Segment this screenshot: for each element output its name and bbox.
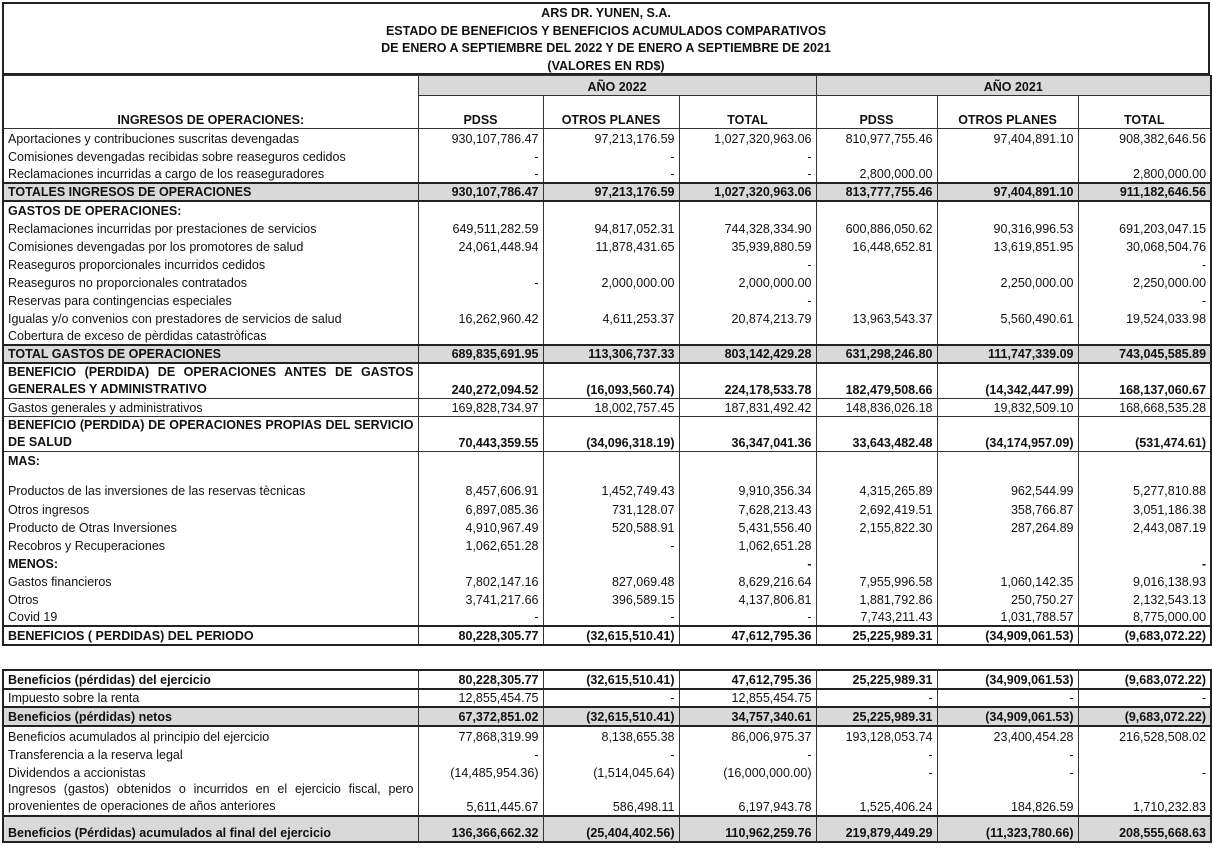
statement-header xyxy=(2,2,1210,75)
value-pdss-2022 xyxy=(418,291,543,309)
value-pdss-2021: 25,225,989.31 xyxy=(816,670,937,689)
value-total-2022 xyxy=(679,201,816,219)
value-pdss-2022: - xyxy=(418,745,543,763)
value-otros-planes-2022: - xyxy=(543,745,679,763)
row-label: Producto de Otras Inversiones xyxy=(3,518,418,536)
value-total-2022: 9,910,356.34 xyxy=(679,469,816,499)
year-header-row xyxy=(3,76,1211,96)
income-statement-table xyxy=(2,75,1212,646)
row-label: BENEFICIOS ( PERDIDAS) DEL PERIODO xyxy=(3,626,418,645)
value-total-2021: 9,016,138.93 xyxy=(1078,572,1211,590)
value-pdss-2022: 24,061,448.94 xyxy=(418,237,543,255)
value-total-2021 xyxy=(1078,201,1211,219)
value-total-2021: 2,800,000.00 xyxy=(1078,165,1211,183)
value-pdss-2021 xyxy=(816,291,937,309)
value-otros-planes-2022: - xyxy=(543,536,679,554)
value-otros-planes-2022 xyxy=(543,255,679,273)
value-pdss-2022: 4,910,967.49 xyxy=(418,518,543,536)
value-otros-planes-2021: (14,342,447.99) xyxy=(937,363,1078,399)
row-label: Reaseguros no proporcionales contratados xyxy=(3,273,418,291)
value-pdss-2021: 219,879,449.29 xyxy=(816,816,937,842)
accumulated-row xyxy=(3,816,1211,842)
row-label: Gastos generales y administrativos xyxy=(3,398,418,416)
value-pdss-2021: 13,963,543.37 xyxy=(816,309,937,327)
value-pdss-2021 xyxy=(816,255,937,273)
value-otros-planes-2022: 18,002,757.45 xyxy=(543,398,679,416)
value-otros-planes-2022: 11,878,431.65 xyxy=(543,237,679,255)
value-otros-planes-2022: 520,588.91 xyxy=(543,518,679,536)
value-pdss-2022: 689,835,691.95 xyxy=(418,345,543,363)
value-pdss-2022: 80,228,305.77 xyxy=(418,670,543,689)
statement-row xyxy=(3,309,1211,327)
value-total-2022: 1,027,320,963.06 xyxy=(679,183,816,201)
row-label: Gastos financieros xyxy=(3,572,418,590)
value-otros-planes-2021: - xyxy=(937,689,1078,707)
value-total-2021: (531,474.61) xyxy=(1078,416,1211,451)
value-otros-planes-2021: - xyxy=(937,745,1078,763)
value-total-2021: - xyxy=(1078,291,1211,309)
accumulated-row xyxy=(3,726,1211,745)
row-label: Transferencia a la reserva legal xyxy=(3,745,418,763)
row-label: GASTOS DE OPERACIONES: xyxy=(3,201,418,219)
value-pdss-2021 xyxy=(816,536,937,554)
value-otros-planes-2021 xyxy=(937,201,1078,219)
value-pdss-2021: 813,777,755.46 xyxy=(816,183,937,201)
value-pdss-2021: 2,800,000.00 xyxy=(816,165,937,183)
value-total-2022 xyxy=(679,327,816,345)
col-pdss-2021: PDSS xyxy=(816,96,937,129)
value-total-2022: - xyxy=(679,554,816,572)
row-label: Beneficios (Pérdidas) acumulados al final del ejercicio xyxy=(3,816,418,842)
statement-title: ESTADO DE BENEFICIOS Y BENEFICIOS ACUMULADOS COMPARATIVOS xyxy=(385,23,827,38)
value-pdss-2021: - xyxy=(816,689,937,707)
value-total-2022: 4,137,806.81 xyxy=(679,590,816,608)
value-pdss-2021: 25,225,989.31 xyxy=(816,626,937,645)
value-otros-planes-2022: 827,069.48 xyxy=(543,572,679,590)
col-otros-2022: OTROS PLANES xyxy=(543,96,679,129)
value-pdss-2021: - xyxy=(816,763,937,781)
value-pdss-2022: 136,366,662.32 xyxy=(418,816,543,842)
statement-row xyxy=(3,129,1211,147)
value-otros-planes-2022: - xyxy=(543,165,679,183)
value-total-2021: 1,710,232.83 xyxy=(1078,781,1211,816)
value-pdss-2022: 1,062,651.28 xyxy=(418,536,543,554)
value-otros-planes-2021: 1,031,788.57 xyxy=(937,608,1078,626)
value-total-2021: 691,203,047.15 xyxy=(1078,219,1211,237)
value-otros-planes-2022: - xyxy=(543,689,679,707)
value-otros-planes-2022: 97,213,176.59 xyxy=(543,129,679,147)
value-pdss-2021 xyxy=(816,147,937,165)
value-otros-planes-2022: (32,615,510.41) xyxy=(543,707,679,726)
statement-row xyxy=(3,255,1211,273)
value-otros-planes-2022 xyxy=(543,201,679,219)
value-pdss-2021: 193,128,053.74 xyxy=(816,726,937,745)
value-otros-planes-2021: 250,750.27 xyxy=(937,590,1078,608)
statement-row xyxy=(3,165,1211,183)
accumulated-row xyxy=(3,689,1211,707)
row-label: Reaseguros proporcionales incurridos cedidos xyxy=(3,255,418,273)
value-total-2022: 744,328,334.90 xyxy=(679,219,816,237)
statement-row xyxy=(3,398,1211,416)
statement-period: DE ENERO A SEPTIEMBRE DEL 2022 Y DE ENERO A SEPTIEMBRE DE 2021 xyxy=(381,41,831,55)
statement-row xyxy=(3,345,1211,363)
value-otros-planes-2021 xyxy=(937,291,1078,309)
section-label: INGRESOS DE OPERACIONES: xyxy=(3,96,418,129)
value-pdss-2022: 70,443,359.55 xyxy=(418,416,543,451)
value-otros-planes-2021 xyxy=(937,255,1078,273)
statement-row xyxy=(3,518,1211,536)
value-pdss-2022: 16,262,960.42 xyxy=(418,309,543,327)
value-otros-planes-2022: 2,000,000.00 xyxy=(543,273,679,291)
statement-units: (VALORES EN RD$) xyxy=(547,58,665,73)
value-total-2022: 8,629,216.64 xyxy=(679,572,816,590)
value-pdss-2021: 2,155,822.30 xyxy=(816,518,937,536)
row-label: Otros ingresos xyxy=(3,499,418,518)
value-pdss-2022: - xyxy=(418,165,543,183)
statement-row xyxy=(3,590,1211,608)
value-pdss-2021: 7,955,996.58 xyxy=(816,572,937,590)
value-total-2021: 8,775,000.00 xyxy=(1078,608,1211,626)
value-total-2021: 30,068,504.76 xyxy=(1078,237,1211,255)
value-otros-planes-2021: 5,560,490.61 xyxy=(937,309,1078,327)
value-pdss-2022: 930,107,786.47 xyxy=(418,129,543,147)
value-total-2021: 2,443,087.19 xyxy=(1078,518,1211,536)
value-otros-planes-2022: - xyxy=(543,608,679,626)
value-pdss-2022 xyxy=(418,554,543,572)
value-total-2022: 35,939,880.59 xyxy=(679,237,816,255)
value-pdss-2021 xyxy=(816,327,937,345)
value-pdss-2021: 631,298,246.80 xyxy=(816,345,937,363)
value-total-2022: - xyxy=(679,255,816,273)
value-pdss-2021: 25,225,989.31 xyxy=(816,707,937,726)
value-pdss-2021 xyxy=(816,554,937,572)
value-total-2021: 168,668,535.28 xyxy=(1078,398,1211,416)
value-otros-planes-2021: 90,316,996.53 xyxy=(937,219,1078,237)
statement-row xyxy=(3,451,1211,469)
value-otros-planes-2021: 97,404,891.10 xyxy=(937,129,1078,147)
value-otros-planes-2021: 111,747,339.09 xyxy=(937,345,1078,363)
value-total-2022: 6,197,943.78 xyxy=(679,781,816,816)
statement-row xyxy=(3,237,1211,255)
value-otros-planes-2022: 113,306,737.33 xyxy=(543,345,679,363)
row-label: MAS: xyxy=(3,451,418,469)
value-total-2022: 36,347,041.36 xyxy=(679,416,816,451)
value-total-2022: 224,178,533.78 xyxy=(679,363,816,399)
value-pdss-2021: 600,886,050.62 xyxy=(816,219,937,237)
value-otros-planes-2022 xyxy=(543,554,679,572)
value-otros-planes-2022: (25,404,402.56) xyxy=(543,816,679,842)
value-total-2021: (9,683,072.22) xyxy=(1078,707,1211,726)
row-label: Dividendos a accionistas xyxy=(3,763,418,781)
value-total-2021 xyxy=(1078,327,1211,345)
row-label: Beneficios (pérdidas) netos xyxy=(3,707,418,726)
value-otros-planes-2022 xyxy=(543,291,679,309)
value-total-2021: 19,524,033.98 xyxy=(1078,309,1211,327)
column-header-row xyxy=(3,96,1211,129)
value-total-2021: 216,528,508.02 xyxy=(1078,726,1211,745)
statement-row xyxy=(3,416,1211,451)
year-2021-header: AÑO 2021 xyxy=(816,76,1211,96)
value-total-2022: 1,062,651.28 xyxy=(679,536,816,554)
row-label: Impuesto sobre la renta xyxy=(3,689,418,707)
value-pdss-2021: 148,836,026.18 xyxy=(816,398,937,416)
row-label: Covid 19 xyxy=(3,608,418,626)
statement-row xyxy=(3,201,1211,219)
row-label: Productos de las inversiones de las reservas tècnicas xyxy=(3,469,418,499)
value-total-2021: 2,132,543.13 xyxy=(1078,590,1211,608)
value-otros-planes-2021: 2,250,000.00 xyxy=(937,273,1078,291)
value-otros-planes-2022: 94,817,052.31 xyxy=(543,219,679,237)
accumulated-row xyxy=(3,763,1211,781)
col-pdss-2022: PDSS xyxy=(418,96,543,129)
value-total-2021: (9,683,072.22) xyxy=(1078,670,1211,689)
value-otros-planes-2021: 184,826.59 xyxy=(937,781,1078,816)
row-label: Comisiones devengadas recibidas sobre reaseguros cedidos xyxy=(3,147,418,165)
row-label: Beneficios acumulados al principio del ejercicio xyxy=(3,726,418,745)
value-pdss-2022: 6,897,085.36 xyxy=(418,499,543,518)
value-pdss-2021: 7,743,211.43 xyxy=(816,608,937,626)
value-pdss-2022: - xyxy=(418,273,543,291)
value-pdss-2021: 182,479,508.66 xyxy=(816,363,937,399)
value-pdss-2022: 80,228,305.77 xyxy=(418,626,543,645)
value-pdss-2022: 3,741,217.66 xyxy=(418,590,543,608)
value-total-2022 xyxy=(679,451,816,469)
row-label: BENEFICIO (PERDIDA) DE OPERACIONES PROPIAS DEL SERVICIO DE SALUD xyxy=(3,416,418,451)
value-total-2021: 908,382,646.56 xyxy=(1078,129,1211,147)
row-label: Cobertura de exceso de pèrdidas catastròficas xyxy=(3,327,418,345)
statement-row xyxy=(3,608,1211,626)
value-total-2022: 12,855,454.75 xyxy=(679,689,816,707)
value-pdss-2021: 2,692,419.51 xyxy=(816,499,937,518)
statement-row xyxy=(3,273,1211,291)
value-otros-planes-2022: (34,096,318.19) xyxy=(543,416,679,451)
value-otros-planes-2021: (34,909,061.53) xyxy=(937,670,1078,689)
value-pdss-2022: 12,855,454.75 xyxy=(418,689,543,707)
row-label: Comisiones devengadas por los promotores de salud xyxy=(3,237,418,255)
col-total-2022: TOTAL xyxy=(679,96,816,129)
value-total-2021 xyxy=(1078,451,1211,469)
value-total-2022: 7,628,213.43 xyxy=(679,499,816,518)
value-total-2021: - xyxy=(1078,554,1211,572)
value-otros-planes-2021 xyxy=(937,451,1078,469)
value-pdss-2021: 1,525,406.24 xyxy=(816,781,937,816)
value-otros-planes-2021: (11,323,780.66) xyxy=(937,816,1078,842)
value-total-2021: (9,683,072.22) xyxy=(1078,626,1211,645)
value-otros-planes-2022: - xyxy=(543,147,679,165)
value-total-2022: 47,612,795.36 xyxy=(679,626,816,645)
value-total-2022: 1,027,320,963.06 xyxy=(679,129,816,147)
value-pdss-2022: 5,611,445.67 xyxy=(418,781,543,816)
accumulated-profits-table xyxy=(2,669,1212,843)
value-pdss-2022: - xyxy=(418,608,543,626)
value-total-2022: - xyxy=(679,165,816,183)
row-label: Reservas para contingencias especiales xyxy=(3,291,418,309)
value-pdss-2022: 240,272,094.52 xyxy=(418,363,543,399)
value-total-2022: 86,006,975.37 xyxy=(679,726,816,745)
value-total-2022: 187,831,492.42 xyxy=(679,398,816,416)
value-otros-planes-2022: 1,452,749.43 xyxy=(543,469,679,499)
value-otros-planes-2021: 1,060,142.35 xyxy=(937,572,1078,590)
value-otros-planes-2021: 358,766.87 xyxy=(937,499,1078,518)
value-pdss-2022: (14,485,954.36) xyxy=(418,763,543,781)
value-pdss-2021: 810,977,755.46 xyxy=(816,129,937,147)
value-total-2022: - xyxy=(679,745,816,763)
accumulated-row xyxy=(3,707,1211,726)
value-total-2021: 168,137,060.67 xyxy=(1078,363,1211,399)
statement-row xyxy=(3,536,1211,554)
value-otros-planes-2022: 8,138,655.38 xyxy=(543,726,679,745)
value-otros-planes-2021: 97,404,891.10 xyxy=(937,183,1078,201)
statement-row xyxy=(3,219,1211,237)
value-total-2021: 743,045,585.89 xyxy=(1078,345,1211,363)
value-total-2022: 803,142,429.28 xyxy=(679,345,816,363)
value-otros-planes-2022 xyxy=(543,327,679,345)
value-pdss-2021 xyxy=(816,451,937,469)
statement-row xyxy=(3,626,1211,645)
value-otros-planes-2021: 23,400,454.28 xyxy=(937,726,1078,745)
value-pdss-2022 xyxy=(418,255,543,273)
statement-row xyxy=(3,554,1211,572)
value-total-2021: 208,555,668.63 xyxy=(1078,816,1211,842)
value-pdss-2022: 67,372,851.02 xyxy=(418,707,543,726)
value-total-2022: 47,612,795.36 xyxy=(679,670,816,689)
value-total-2022: 34,757,340.61 xyxy=(679,707,816,726)
accumulated-row xyxy=(3,781,1211,816)
value-otros-planes-2022: 4,611,253.37 xyxy=(543,309,679,327)
value-otros-planes-2021: (34,909,061.53) xyxy=(937,626,1078,645)
statement-row xyxy=(3,469,1211,499)
value-total-2022: - xyxy=(679,147,816,165)
value-total-2022: (16,000,000.00) xyxy=(679,763,816,781)
accumulated-row xyxy=(3,670,1211,689)
value-total-2021 xyxy=(1078,745,1211,763)
row-label: TOTAL GASTOS DE OPERACIONES xyxy=(3,345,418,363)
value-otros-planes-2021: 19,832,509.10 xyxy=(937,398,1078,416)
value-pdss-2022: - xyxy=(418,147,543,165)
year-2022-header: AÑO 2022 xyxy=(418,76,816,96)
statement-row xyxy=(3,363,1211,399)
value-otros-planes-2021: 287,264.89 xyxy=(937,518,1078,536)
value-pdss-2022: 169,828,734.97 xyxy=(418,398,543,416)
value-total-2021: - xyxy=(1078,255,1211,273)
row-label: Reclamaciones incurridas a cargo de los reaseguradores xyxy=(3,165,418,183)
value-otros-planes-2021 xyxy=(937,327,1078,345)
value-otros-planes-2021: 13,619,851.95 xyxy=(937,237,1078,255)
value-pdss-2022: 7,802,147.16 xyxy=(418,572,543,590)
value-otros-planes-2021 xyxy=(937,536,1078,554)
value-otros-planes-2021 xyxy=(937,165,1078,183)
value-pdss-2022 xyxy=(418,327,543,345)
value-otros-planes-2022: (16,093,560.74) xyxy=(543,363,679,399)
value-total-2021: 3,051,186.38 xyxy=(1078,499,1211,518)
value-otros-planes-2022 xyxy=(543,451,679,469)
value-pdss-2022: 649,511,282.59 xyxy=(418,219,543,237)
value-total-2021: 5,277,810.88 xyxy=(1078,469,1211,499)
value-otros-planes-2021: 962,544.99 xyxy=(937,469,1078,499)
value-total-2022: 20,874,213.79 xyxy=(679,309,816,327)
value-pdss-2021 xyxy=(816,201,937,219)
row-label: BENEFICIO (PERDIDA) DE OPERACIONES ANTES DE GASTOS GENERALES Y ADMINISTRATIVO xyxy=(3,363,418,399)
statement-row xyxy=(3,147,1211,165)
value-otros-planes-2022: (1,514,045.64) xyxy=(543,763,679,781)
statement-row xyxy=(3,183,1211,201)
value-otros-planes-2022: 97,213,176.59 xyxy=(543,183,679,201)
row-label: Reclamaciones incurridas por prestaciones de servicios xyxy=(3,219,418,237)
value-pdss-2022: 930,107,786.47 xyxy=(418,183,543,201)
value-otros-planes-2022: (32,615,510.41) xyxy=(543,670,679,689)
value-pdss-2022 xyxy=(418,451,543,469)
value-total-2022: 110,962,259.76 xyxy=(679,816,816,842)
value-pdss-2021: 33,643,482.48 xyxy=(816,416,937,451)
value-pdss-2021: 4,315,265.89 xyxy=(816,469,937,499)
row-label: Aportaciones y contribuciones suscritas devengadas xyxy=(3,129,418,147)
value-otros-planes-2022: 586,498.11 xyxy=(543,781,679,816)
value-total-2022: 2,000,000.00 xyxy=(679,273,816,291)
value-pdss-2021: - xyxy=(816,745,937,763)
row-label: Beneficios (pérdidas) del ejercicio xyxy=(3,670,418,689)
accumulated-row xyxy=(3,745,1211,763)
row-label: MENOS: xyxy=(3,554,418,572)
value-total-2021: - xyxy=(1078,689,1211,707)
col-total-2021: TOTAL xyxy=(1078,96,1211,129)
value-otros-planes-2021 xyxy=(937,147,1078,165)
value-otros-planes-2021 xyxy=(937,554,1078,572)
value-otros-planes-2022: 731,128.07 xyxy=(543,499,679,518)
value-otros-planes-2022: 396,589.15 xyxy=(543,590,679,608)
value-total-2021 xyxy=(1078,147,1211,165)
value-total-2021: 911,182,646.56 xyxy=(1078,183,1211,201)
statement-row xyxy=(3,291,1211,309)
row-label: Ingresos (gastos) obtenidos o incurridos en el ejercicio fiscal, pero provenientes de operaciones de años anteriores xyxy=(3,781,418,816)
value-total-2021: - xyxy=(1078,763,1211,781)
company-name: ARS DR. YUNEN, S.A. xyxy=(541,6,671,20)
row-label: Otros xyxy=(3,590,418,608)
value-total-2022: 5,431,556.40 xyxy=(679,518,816,536)
value-total-2022: - xyxy=(679,291,816,309)
row-label: TOTALES INGRESOS DE OPERACIONES xyxy=(3,183,418,201)
value-pdss-2021: 1,881,792.86 xyxy=(816,590,937,608)
statement-row xyxy=(3,572,1211,590)
statement-row xyxy=(3,499,1211,518)
value-otros-planes-2021: - xyxy=(937,763,1078,781)
value-total-2021 xyxy=(1078,536,1211,554)
value-total-2022: - xyxy=(679,608,816,626)
value-pdss-2022: 77,868,319.99 xyxy=(418,726,543,745)
value-total-2021: 2,250,000.00 xyxy=(1078,273,1211,291)
row-label: Igualas y/o convenios con prestadores de servicios de salud xyxy=(3,309,418,327)
statement-row xyxy=(3,327,1211,345)
value-pdss-2021 xyxy=(816,273,937,291)
row-label: Recobros y Recuperaciones xyxy=(3,536,418,554)
value-otros-planes-2021: (34,909,061.53) xyxy=(937,707,1078,726)
col-otros-2021: OTROS PLANES xyxy=(937,96,1078,129)
value-otros-planes-2022: (32,615,510.41) xyxy=(543,626,679,645)
value-pdss-2022 xyxy=(418,201,543,219)
financial-statement xyxy=(2,2,1210,843)
value-pdss-2021: 16,448,652.81 xyxy=(816,237,937,255)
value-pdss-2022: 8,457,606.91 xyxy=(418,469,543,499)
value-otros-planes-2021: (34,174,957.09) xyxy=(937,416,1078,451)
